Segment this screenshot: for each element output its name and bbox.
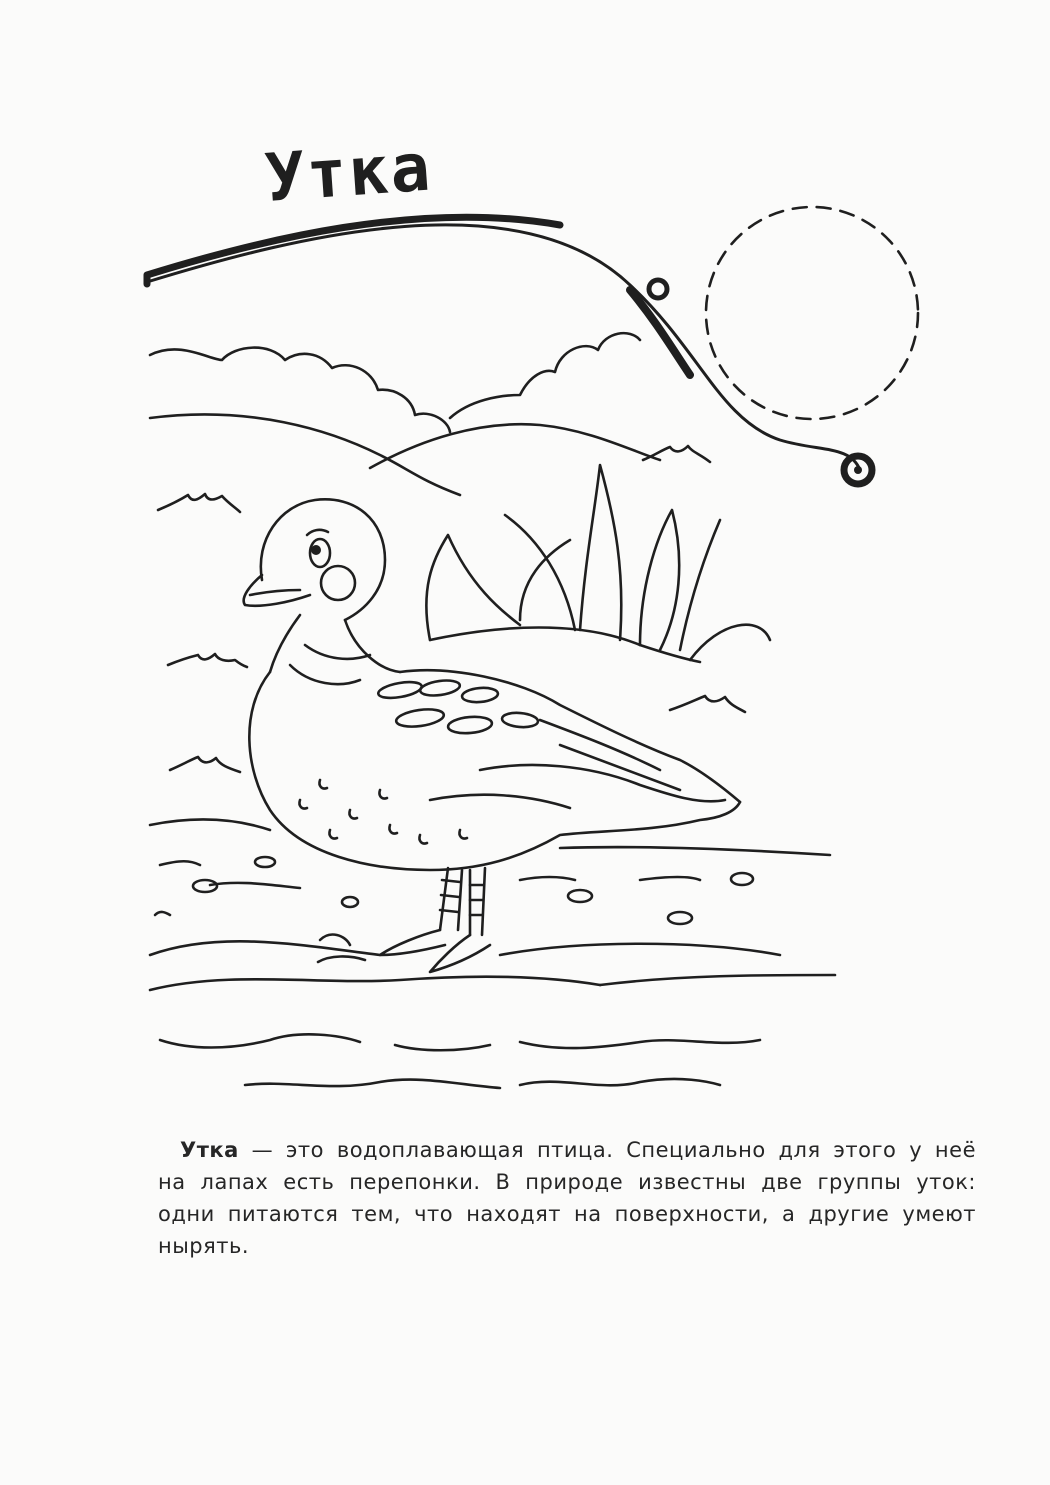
water-waves xyxy=(150,820,270,830)
duck-foot xyxy=(380,930,445,955)
swirl-icon xyxy=(649,280,667,298)
duck-cheek xyxy=(321,566,355,600)
page-title: Утка xyxy=(262,128,435,217)
reeds xyxy=(426,535,520,640)
grass-tuft xyxy=(168,654,247,667)
sticker-placeholder xyxy=(706,207,918,419)
hill-front xyxy=(370,424,660,468)
clouds xyxy=(150,348,450,432)
grass-tuft xyxy=(670,696,745,712)
duck-body xyxy=(249,672,740,870)
grass-tuft xyxy=(158,494,240,512)
duck-leg xyxy=(440,868,448,930)
grass-tuft xyxy=(643,446,710,462)
description-paragraph xyxy=(158,1134,976,1262)
grass-tuft xyxy=(170,757,240,772)
hill-back xyxy=(150,414,460,495)
duck-neck xyxy=(345,620,400,672)
description-lead: Утка xyxy=(180,1138,239,1162)
description-text: — это водоплавающая птица. Специально для этого у неё на лапах есть перепонки. В природе известны две группы уток: одни питаются тем, что находят на поверхности, а другие умеют нырять. xyxy=(158,1138,976,1258)
